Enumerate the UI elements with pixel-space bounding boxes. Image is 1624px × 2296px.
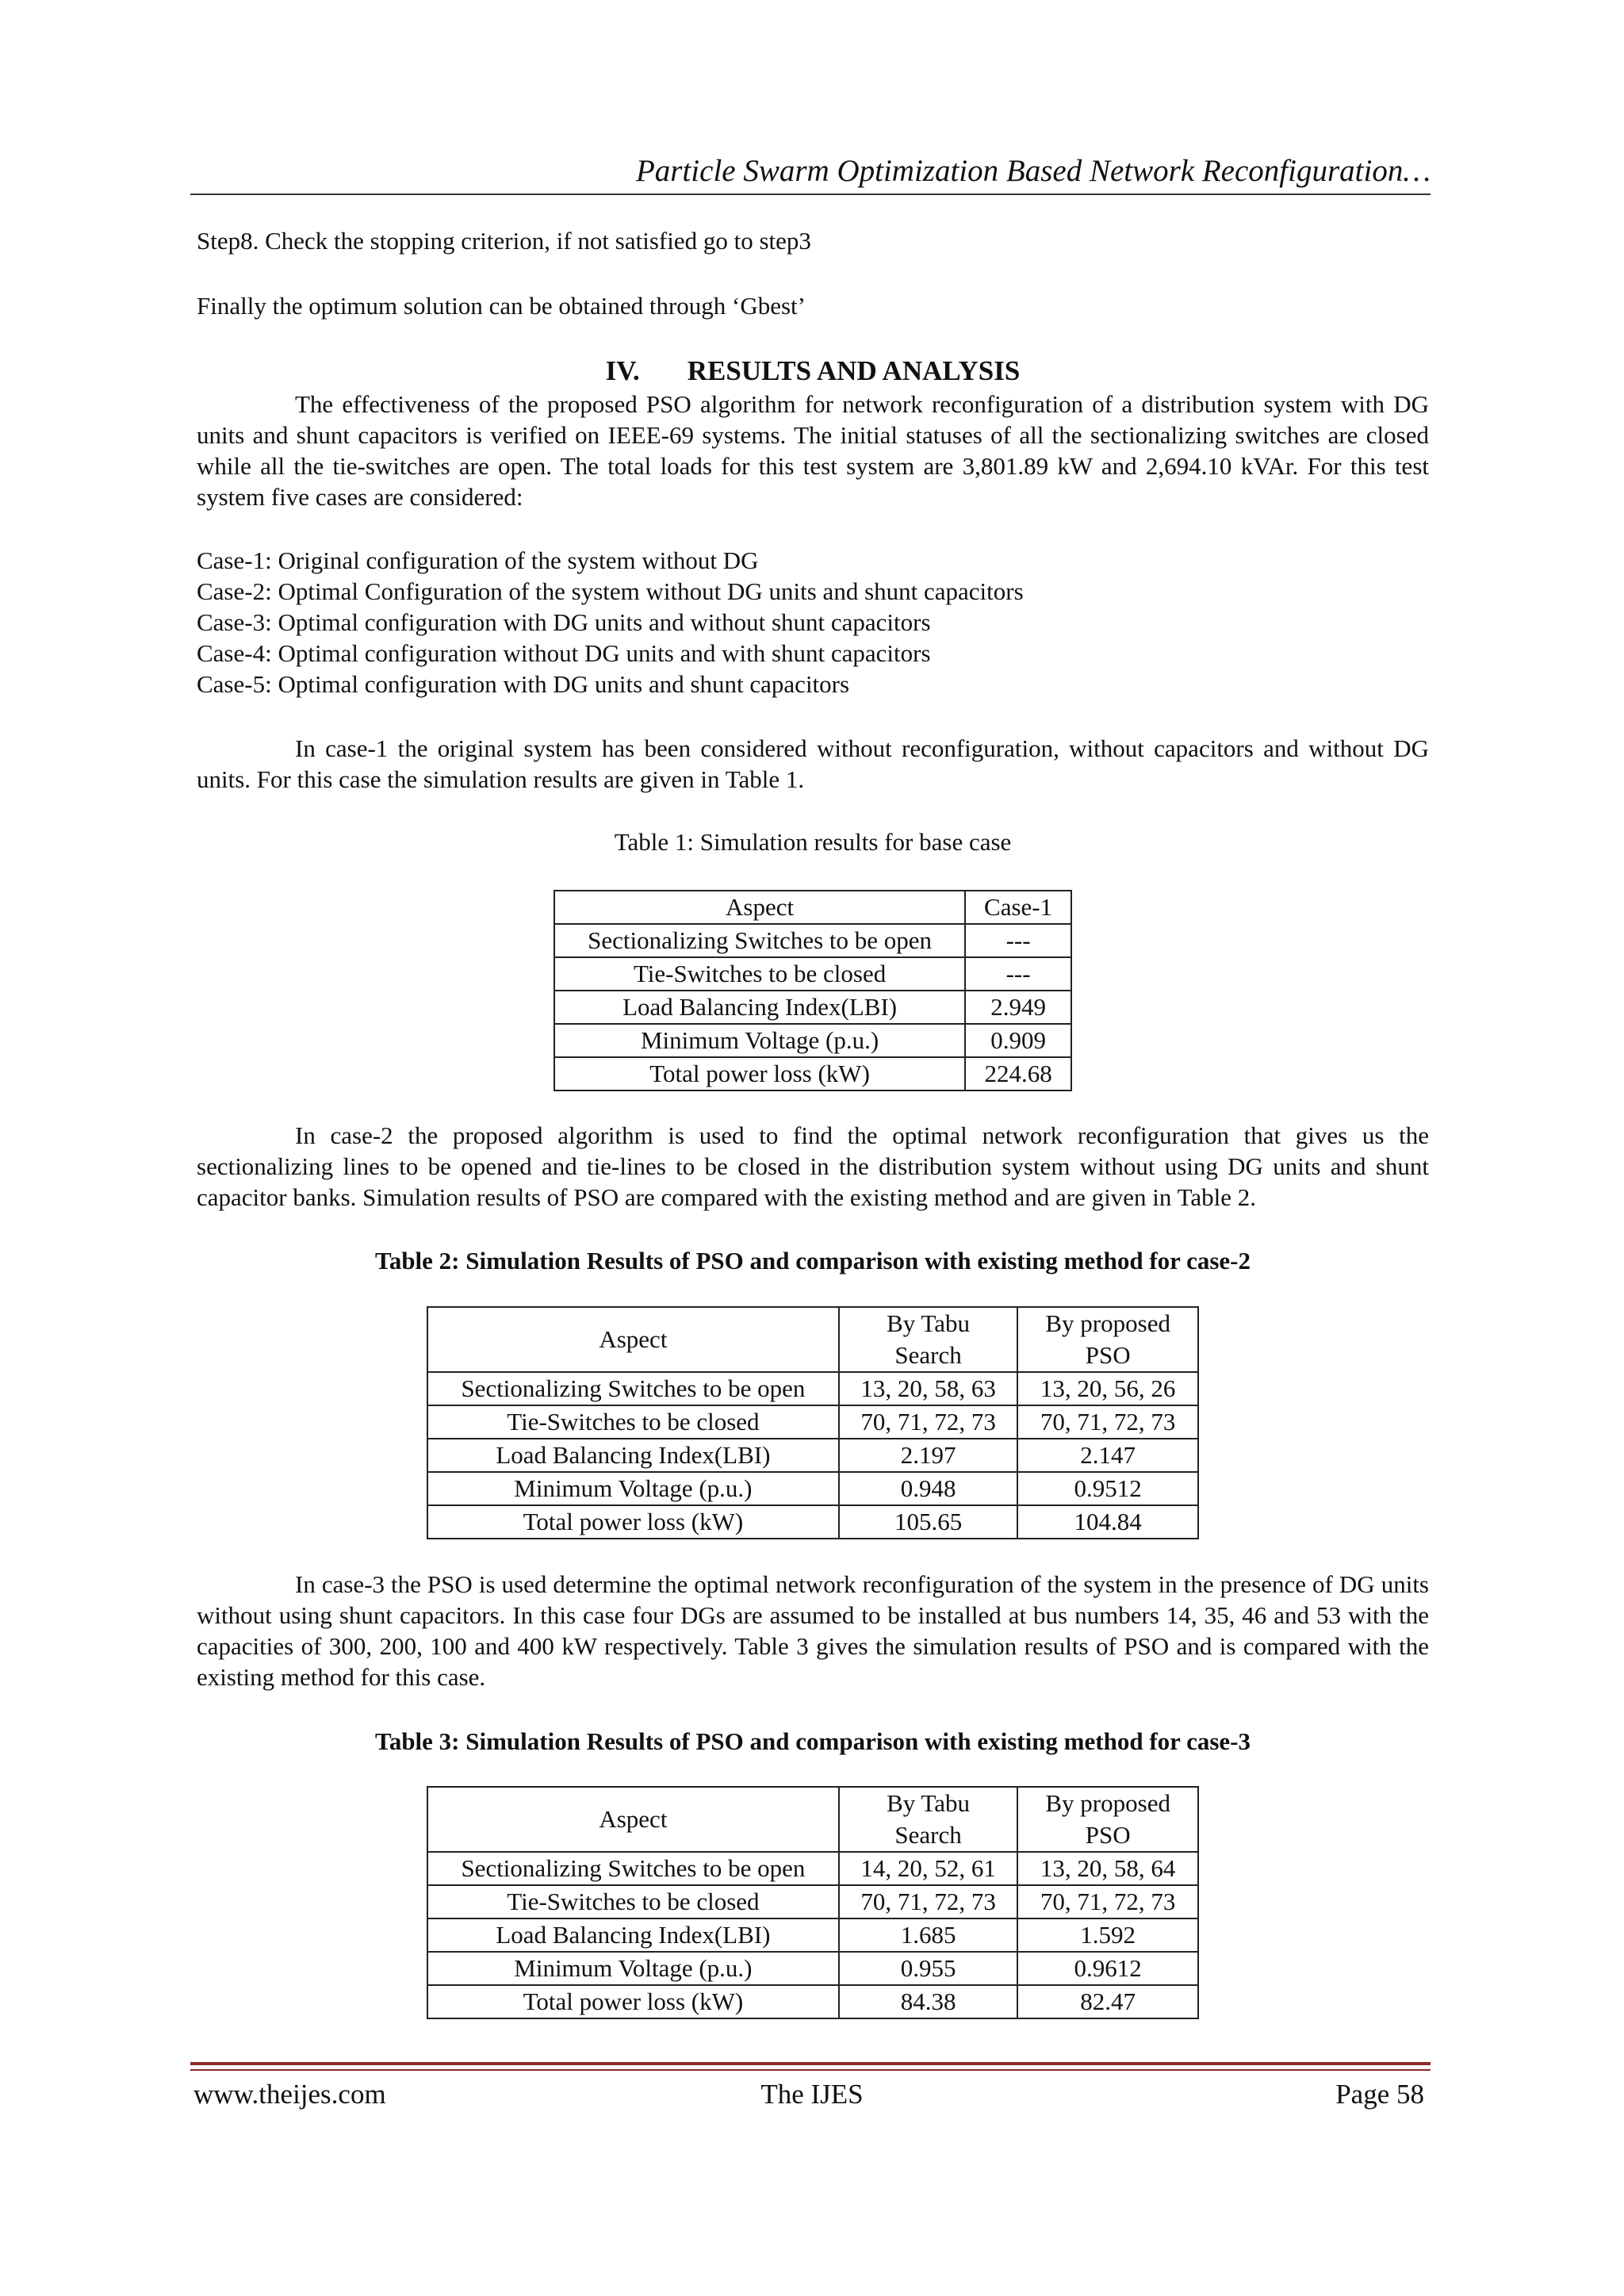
- table-cell: Minimum Voltage (p.u.): [427, 1952, 839, 1985]
- footer-rule: [190, 2062, 1431, 2065]
- table-header-row: [427, 1307, 1198, 1372]
- table-cell: Sectionalizing Switches to be open: [427, 1372, 839, 1405]
- table1: [553, 890, 1072, 1091]
- intro-paragraph: The effectiveness of the proposed PSO algorithm for network reconfiguration of a distribution system with DG units and shunt capacitors is verified on IEEE-69 systems. The initial statuses of all the sectionalizing switches are closed while all the tie-switches are open. The total loads for this test system are 3,801.89 kW and 2,694.10 kVAr. For this test system five cases are considered:: [197, 390, 1429, 511]
- table-cell: 13, 20, 58, 64: [1017, 1852, 1198, 1885]
- table-cell: Load Balancing Index(LBI): [427, 1439, 839, 1472]
- table-cell: Tie-Switches to be closed: [427, 1405, 839, 1439]
- table-row: [427, 1472, 1198, 1505]
- table-cell: Total power loss (kW): [427, 1985, 839, 2018]
- table-row: [427, 1952, 1198, 1985]
- table-row: [554, 1057, 1071, 1091]
- header-line: By proposed: [1045, 1789, 1170, 1817]
- table3: [427, 1786, 1199, 2019]
- table-cell: 224.68: [965, 1057, 1071, 1091]
- table-row: [427, 1505, 1198, 1539]
- table-cell: Minimum Voltage (p.u.): [427, 1472, 839, 1505]
- header-line: By Tabu: [887, 1309, 971, 1337]
- table-row: [427, 1918, 1198, 1952]
- table-cell: 1.685: [839, 1918, 1018, 1952]
- case-list: [197, 545, 1429, 700]
- table-cell: Minimum Voltage (p.u.): [554, 1024, 965, 1057]
- case3-paragraph: In case-3 the PSO is used determine the optimal network reconfiguration of the system in the presence of DG units without using shunt capacitors. In this case four DGs are assumed to be installed at bus numbers 14, 35, 46 and 53 with the capacities of 300, 200, 100 and 400 kW respectively. Table 3 gives the simulation results of PSO and is compared with the existing method for this case.: [197, 1570, 1429, 1691]
- table-row: [554, 924, 1071, 957]
- table-header-cell: Case-1: [965, 891, 1071, 924]
- step8-line: Step8. Check the stopping criterion, if not satisfied go to step3: [197, 227, 811, 255]
- table-cell: 70, 71, 72, 73: [839, 1405, 1018, 1439]
- table-header-row: [427, 1787, 1198, 1852]
- table-row: [554, 957, 1071, 991]
- header-line: Search: [894, 1341, 962, 1369]
- case-item: Case-3: Optimal configuration with DG units and without shunt capacitors: [197, 608, 931, 636]
- section-heading: [197, 354, 1429, 389]
- table-row: [427, 1985, 1198, 2018]
- table-cell: 0.955: [839, 1952, 1018, 1985]
- header-rule: [190, 194, 1431, 195]
- table-row: [554, 1024, 1071, 1057]
- case1-paragraph: In case-1 the original system has been considered without reconfiguration, without capacitors and without DG units. For this case the simulation results are given in Table 1.: [197, 734, 1429, 793]
- section-title: RESULTS AND ANALYSIS: [687, 355, 1021, 386]
- table-header-cell: Aspect: [427, 1307, 839, 1372]
- table-cell: 0.9512: [1017, 1472, 1198, 1505]
- table-cell: 0.9612: [1017, 1952, 1198, 1985]
- table-row: [554, 991, 1071, 1024]
- table-row: [427, 1852, 1198, 1885]
- table-cell: 14, 20, 52, 61: [839, 1852, 1018, 1885]
- header-line: PSO: [1085, 1821, 1131, 1849]
- table-header-row: [554, 891, 1071, 924]
- table-cell: Total power loss (kW): [554, 1057, 965, 1091]
- table-cell: Sectionalizing Switches to be open: [427, 1852, 839, 1885]
- table-cell: 2.949: [965, 991, 1071, 1024]
- table-cell: 84.38: [839, 1985, 1018, 2018]
- header-line: By proposed: [1045, 1309, 1170, 1337]
- table-cell: 70, 71, 72, 73: [1017, 1885, 1198, 1918]
- table-cell: 70, 71, 72, 73: [1017, 1405, 1198, 1439]
- case-item: Case-1: Original configuration of the system without DG: [197, 546, 759, 574]
- table-cell: 2.147: [1017, 1439, 1198, 1472]
- table-header-cell: Aspect: [427, 1787, 839, 1852]
- table-cell: Tie-Switches to be closed: [554, 957, 965, 991]
- case2-paragraph: In case-2 the proposed algorithm is used to find the optimal network reconfiguration that gives us the sectionalizing lines to be opened and tie-lines to be closed in the distribution system without using DG units and shunt capacitor banks. Simulation results of PSO are compared with the existing method and are given in Table 2.: [197, 1121, 1429, 1211]
- table-header-cell: Aspect: [554, 891, 965, 924]
- case-item: Case-5: Optimal configuration with DG units and shunt capacitors: [197, 670, 850, 698]
- table-cell: Load Balancing Index(LBI): [427, 1918, 839, 1952]
- running-title: Particle Swarm Optimization Based Network Reconfiguration…: [635, 154, 1431, 188]
- gbest-line: Finally the optimum solution can be obtained through ‘Gbest’: [197, 292, 806, 320]
- table-cell: 1.592: [1017, 1918, 1198, 1952]
- table-header-cell: [1017, 1307, 1198, 1372]
- table-cell: 13, 20, 56, 26: [1017, 1372, 1198, 1405]
- table-cell: ---: [965, 957, 1071, 991]
- table3-caption: Table 3: Simulation Results of PSO and comparison with existing method for case-3: [374, 1727, 1251, 1755]
- table-row: [427, 1372, 1198, 1405]
- table-header-cell: [839, 1787, 1018, 1852]
- table-cell: Load Balancing Index(LBI): [554, 991, 965, 1024]
- table-cell: ---: [965, 924, 1071, 957]
- table-cell: 70, 71, 72, 73: [839, 1885, 1018, 1918]
- header-line: Search: [894, 1821, 962, 1849]
- footer-journal: The IJES: [760, 2079, 864, 2110]
- table-cell: Sectionalizing Switches to be open: [554, 924, 965, 957]
- table-cell: 0.948: [839, 1472, 1018, 1505]
- table2-caption: Table 2: Simulation Results of PSO and comparison with existing method for case-2: [374, 1247, 1251, 1274]
- table-row: [427, 1405, 1198, 1439]
- table-cell: 105.65: [839, 1505, 1018, 1539]
- footer-page-number: Page 58: [1335, 2079, 1424, 2110]
- table-cell: 104.84: [1017, 1505, 1198, 1539]
- table2: [427, 1306, 1199, 1539]
- table-cell: 0.909: [965, 1024, 1071, 1057]
- table-cell: 13, 20, 58, 63: [839, 1372, 1018, 1405]
- section-number: IV.: [605, 355, 640, 386]
- table-cell: Tie-Switches to be closed: [427, 1885, 839, 1918]
- table-row: [427, 1439, 1198, 1472]
- table-header-cell: [839, 1307, 1018, 1372]
- table-cell: 82.47: [1017, 1985, 1198, 2018]
- table-row: [427, 1885, 1198, 1918]
- footer-website: www.theijes.com: [193, 2079, 386, 2110]
- case-item: Case-2: Optimal Configuration of the system without DG units and shunt capacitors: [197, 577, 1024, 605]
- footer-rule-thin: [190, 2069, 1431, 2071]
- case-item: Case-4: Optimal configuration without DG units and with shunt capacitors: [197, 639, 931, 667]
- table1-caption: Table 1: Simulation results for base case: [614, 828, 1012, 856]
- table-cell: 2.197: [839, 1439, 1018, 1472]
- header-line: By Tabu: [887, 1789, 971, 1817]
- table-cell: Total power loss (kW): [427, 1505, 839, 1539]
- header-line: PSO: [1085, 1341, 1131, 1369]
- table-header-cell: [1017, 1787, 1198, 1852]
